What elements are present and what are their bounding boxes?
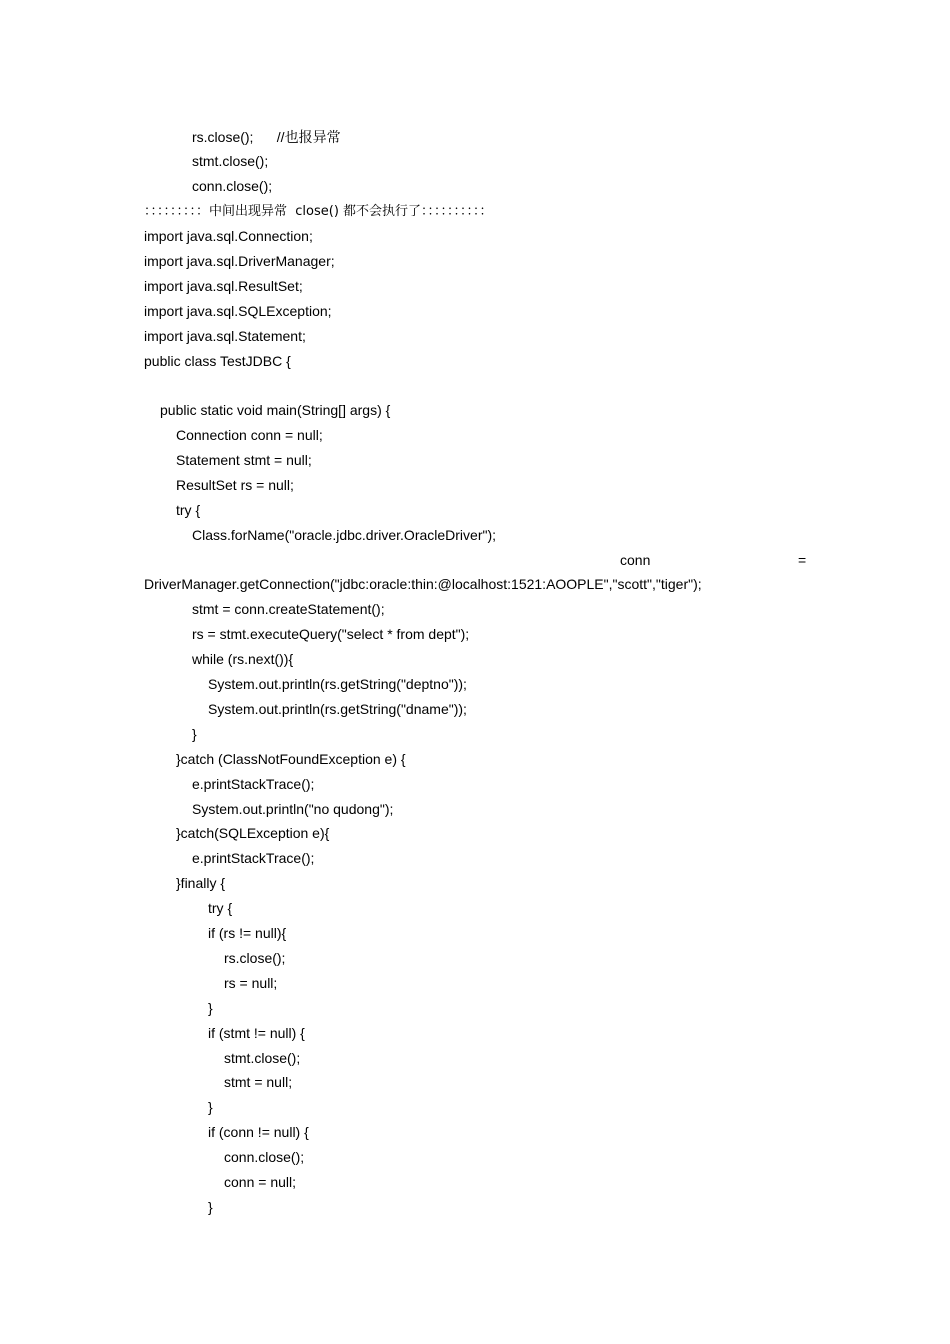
code-line: public class TestJDBC { xyxy=(144,353,291,369)
code-line: ResultSet rs = null; xyxy=(176,477,294,493)
code-line: }finally { xyxy=(176,875,226,891)
code-line: import java.sql.Connection; xyxy=(144,228,313,244)
code-line: import java.sql.Statement; xyxy=(144,328,306,344)
code-line: rs.close(); //也报异常 xyxy=(192,129,341,145)
code-line: stmt.close(); xyxy=(224,1050,301,1066)
code-line: stmt = conn.createStatement(); xyxy=(192,601,385,617)
code-line: System.out.println("no qudong"); xyxy=(192,801,394,817)
code-line: import java.sql.SQLException; xyxy=(144,303,332,319)
code-line: try { xyxy=(208,900,233,916)
code-line: Connection conn = null; xyxy=(176,427,323,443)
code-line: e.printStackTrace(); xyxy=(192,776,315,792)
code-line: e.printStackTrace(); xyxy=(192,850,315,866)
code-line: while (rs.next()){ xyxy=(192,651,294,667)
code-line: System.out.println(rs.getString("dname")); xyxy=(208,701,467,717)
code-line: rs = stmt.executeQuery("select * from dept"); xyxy=(192,626,470,642)
code-line: import java.sql.DriverManager; xyxy=(144,253,335,269)
code-line: = xyxy=(798,552,807,568)
code-line: rs = null; xyxy=(224,975,278,991)
code-line: conn.close(); xyxy=(224,1149,305,1165)
code-line: Statement stmt = null; xyxy=(176,452,312,468)
code-line: public static void main(String[] args) { xyxy=(160,402,391,418)
code-line: Class.forName("oracle.jdbc.driver.OracleDriver"); xyxy=(192,527,497,543)
code-line: } xyxy=(208,1099,213,1115)
code-line: rs.close(); xyxy=(224,950,286,966)
code-line: } xyxy=(192,726,197,742)
note-line: ：：：：：：：：：中间出现异常 close() 都不会执行了：：：：：：：：：： xyxy=(144,204,493,219)
code-line: stmt = null; xyxy=(224,1074,293,1090)
code-line: if (stmt != null) { xyxy=(208,1025,305,1041)
code-line: conn.close(); xyxy=(192,178,273,194)
code-line: } xyxy=(208,1199,213,1215)
code-line: if (conn != null) { xyxy=(208,1124,309,1140)
code-line: if (rs != null){ xyxy=(208,925,287,941)
code-line: conn = null; xyxy=(224,1174,296,1190)
code-line: import java.sql.ResultSet; xyxy=(144,278,303,294)
code-line: System.out.println(rs.getString("deptno")); xyxy=(208,676,467,692)
code-line: } xyxy=(208,1000,213,1016)
code-line: }catch (ClassNotFoundException e) { xyxy=(176,751,406,767)
code-line: }catch(SQLException e){ xyxy=(176,825,330,841)
code-line: stmt.close(); xyxy=(192,153,269,169)
code-line: DriverManager.getConnection("jdbc:oracle:thin:@localhost:1521:AOOPLE","scott","tiger"); xyxy=(144,576,702,592)
code-line: try { xyxy=(176,502,201,518)
code-line: conn xyxy=(620,552,651,568)
